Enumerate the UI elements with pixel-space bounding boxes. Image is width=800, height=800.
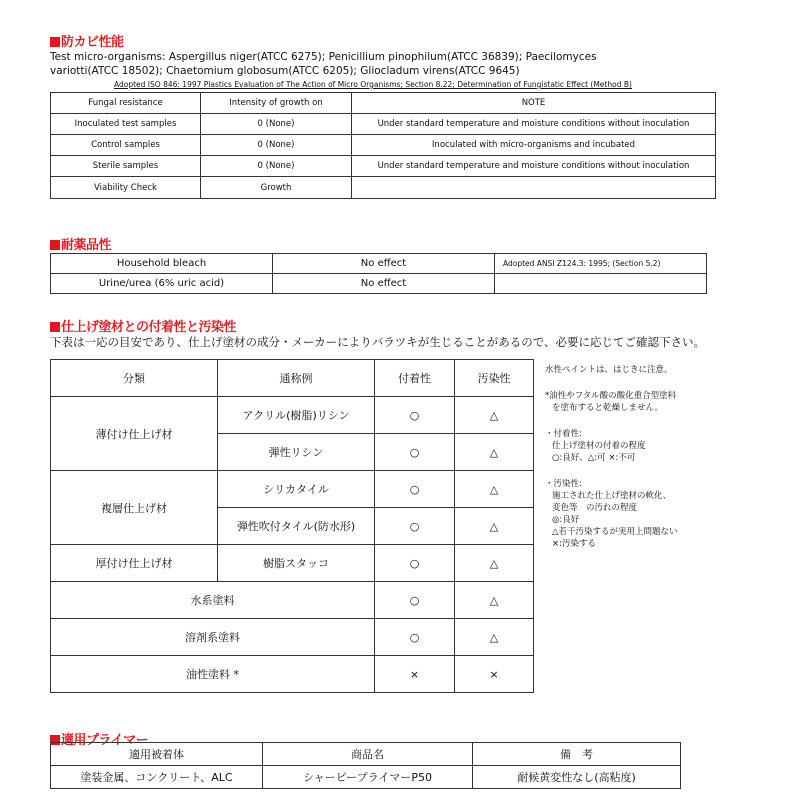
note-line: ×:汚染する: [552, 539, 596, 549]
header-cell: 適用被着体: [51, 743, 263, 766]
header-cell: NOTE: [352, 93, 716, 114]
table-cell: Under standard temperature and moisture conditions without inoculation: [352, 114, 716, 135]
category-cell: 厚付け仕上げ材: [51, 545, 218, 582]
table-cell: No effect: [273, 254, 495, 274]
table-cell: Under standard temperature and moisture conditions without inoculation: [352, 156, 716, 177]
header-cell: 備 考: [473, 743, 681, 766]
table-cell: 弾性吹付タイル(防水形): [218, 508, 375, 545]
adhesion-rating: ○: [375, 619, 455, 656]
table-cell: Control samples: [51, 135, 201, 156]
table-cell: 0 (None): [201, 114, 352, 135]
table-row: [51, 582, 534, 619]
fungal-description-line: variotti(ATCC 18502); Chaetomium globosum(ATCC 6205); Gliocladum virens(ATCC 9645): [50, 65, 520, 77]
note-line: ・汚染性:: [545, 479, 582, 489]
primer-table: [50, 742, 681, 789]
adhesion-rating: ○: [375, 471, 455, 508]
table-cell: Viability Check: [51, 177, 201, 199]
table-cell: [495, 274, 707, 294]
table-cell: No effect: [273, 274, 495, 294]
fungal-description: [50, 50, 597, 78]
note-line: ◎:良好: [552, 515, 580, 525]
note-staining-legend: [545, 478, 678, 550]
fungal-description-line: Test micro-organisms: Aspergillus niger(ATCC 6275); Penicillium pinophilum(ATCC 36839); Paecilomyces: [50, 51, 597, 63]
table-row: [51, 156, 716, 177]
table-cell: 0 (None): [201, 156, 352, 177]
note-line: ・付着性:: [545, 429, 582, 439]
header-cell: 分類: [51, 360, 218, 397]
staining-rating: ×: [455, 656, 534, 693]
staining-rating: △: [455, 619, 534, 656]
primer-title-text: 適用プライマー: [61, 733, 149, 748]
table-row: [51, 274, 707, 294]
table-row: [51, 656, 534, 693]
adhesion-rating: ×: [375, 656, 455, 693]
table-cell: 弾性リシン: [218, 434, 375, 471]
category-cell: 複層仕上げ材: [51, 471, 218, 545]
note-line: 施工された仕上げ塗材の軟化、: [552, 491, 672, 501]
table-cell: 耐候黄変性なし(高粘度): [473, 766, 681, 789]
fungal-table: [50, 92, 716, 199]
adhesion-rating: ○: [375, 545, 455, 582]
table-cell: Adopted ANSI Z124.3: 1995; (Section 5.2): [495, 254, 707, 274]
table-row: [51, 397, 534, 434]
note-line: △若干汚染するが実用上問題ない: [552, 527, 678, 537]
table-cell: アクリル(樹脂)リシン: [218, 397, 375, 434]
table-row: [51, 619, 534, 656]
staining-rating: △: [455, 397, 534, 434]
table-cell: 水系塗料: [51, 582, 375, 619]
table-header-row: [51, 360, 534, 397]
adhesion-rating: ○: [375, 397, 455, 434]
fungal-adopted-note: Adopted ISO 846: 1997 Plastics Evaluation of The Action of Micro Organisms; Section 8.22; Determination of Fungistatic Effect (Method B): [114, 80, 632, 89]
table-cell: Urine/urea (6% uric acid): [51, 274, 273, 294]
note-line: *油性やフタル酸の酸化重合型塗料: [545, 391, 677, 401]
category-cell: 薄付け仕上げ材: [51, 397, 218, 471]
table-header-row: [51, 743, 681, 766]
staining-rating: △: [455, 582, 534, 619]
table-row: [51, 135, 716, 156]
note-water-paint: 水性ペイントは、はじきに注意。: [545, 365, 673, 375]
square-bullet-icon: [50, 322, 60, 332]
table-row: [51, 177, 716, 199]
table-cell: Sterile samples: [51, 156, 201, 177]
table-row: [51, 766, 681, 789]
note-adhesion-legend: [545, 428, 646, 464]
note-line: 仕上げ塗材の付着の程度: [552, 441, 646, 451]
table-row: [51, 114, 716, 135]
header-cell: 通称例: [218, 360, 375, 397]
chemical-table: [50, 253, 707, 294]
table-row: [51, 471, 534, 508]
table-cell: 油性塗料 *: [51, 656, 375, 693]
staining-rating: △: [455, 471, 534, 508]
header-cell: 付着性: [375, 360, 455, 397]
table-cell: 塗装金属、コンクリート、ALC: [51, 766, 263, 789]
table-cell: 樹脂スタッコ: [218, 545, 375, 582]
adhesion-rating: ○: [375, 582, 455, 619]
table-cell: Inoculated test samples: [51, 114, 201, 135]
adhesion-description: 下表は一応の目安であり、仕上げ塗材の成分・メーカーによりバラツキが生じることがあるので、必要に応じてご確認下さい。: [50, 335, 706, 349]
table-header-row: [51, 93, 716, 114]
header-cell: Intensity of growth on: [201, 93, 352, 114]
square-bullet-icon: [50, 240, 60, 250]
table-cell: Inoculated with micro-organisms and incubated: [352, 135, 716, 156]
table-cell: シャーピープライマーP50: [263, 766, 473, 789]
table-row: [51, 545, 534, 582]
note-line: を塗布すると乾燥しません。: [552, 403, 664, 413]
staining-rating: △: [455, 508, 534, 545]
fungal-title-text: 防カビ性能: [61, 35, 124, 50]
chemical-title-text: 耐薬品性: [61, 238, 112, 253]
staining-rating: △: [455, 434, 534, 471]
adhesion-section-title: [50, 316, 236, 335]
adhesion-rating: ○: [375, 508, 455, 545]
fungal-section-title: [50, 31, 124, 50]
staining-rating: △: [455, 545, 534, 582]
table-row: [51, 254, 707, 274]
note-oil-paint: [545, 390, 676, 414]
table-cell: Household bleach: [51, 254, 273, 274]
adhesion-table: [50, 359, 534, 693]
table-cell: [352, 177, 716, 199]
chemical-section-title: [50, 234, 111, 253]
table-cell: Growth: [201, 177, 352, 199]
adhesion-rating: ○: [375, 434, 455, 471]
header-cell: 汚染性: [455, 360, 534, 397]
note-line: ○:良好、△:可 ×:不可: [552, 453, 636, 463]
header-cell: 商品名: [263, 743, 473, 766]
table-cell: 溶剤系塗料: [51, 619, 375, 656]
table-cell: 0 (None): [201, 135, 352, 156]
table-cell: シリカタイル: [218, 471, 375, 508]
adhesion-title-text: 仕上げ塗材との付着性と汚染性: [61, 320, 237, 335]
header-cell: Fungal resistance: [51, 93, 201, 114]
note-line: 変色等 の汚れの程度: [552, 503, 638, 513]
square-bullet-icon: [50, 37, 60, 47]
